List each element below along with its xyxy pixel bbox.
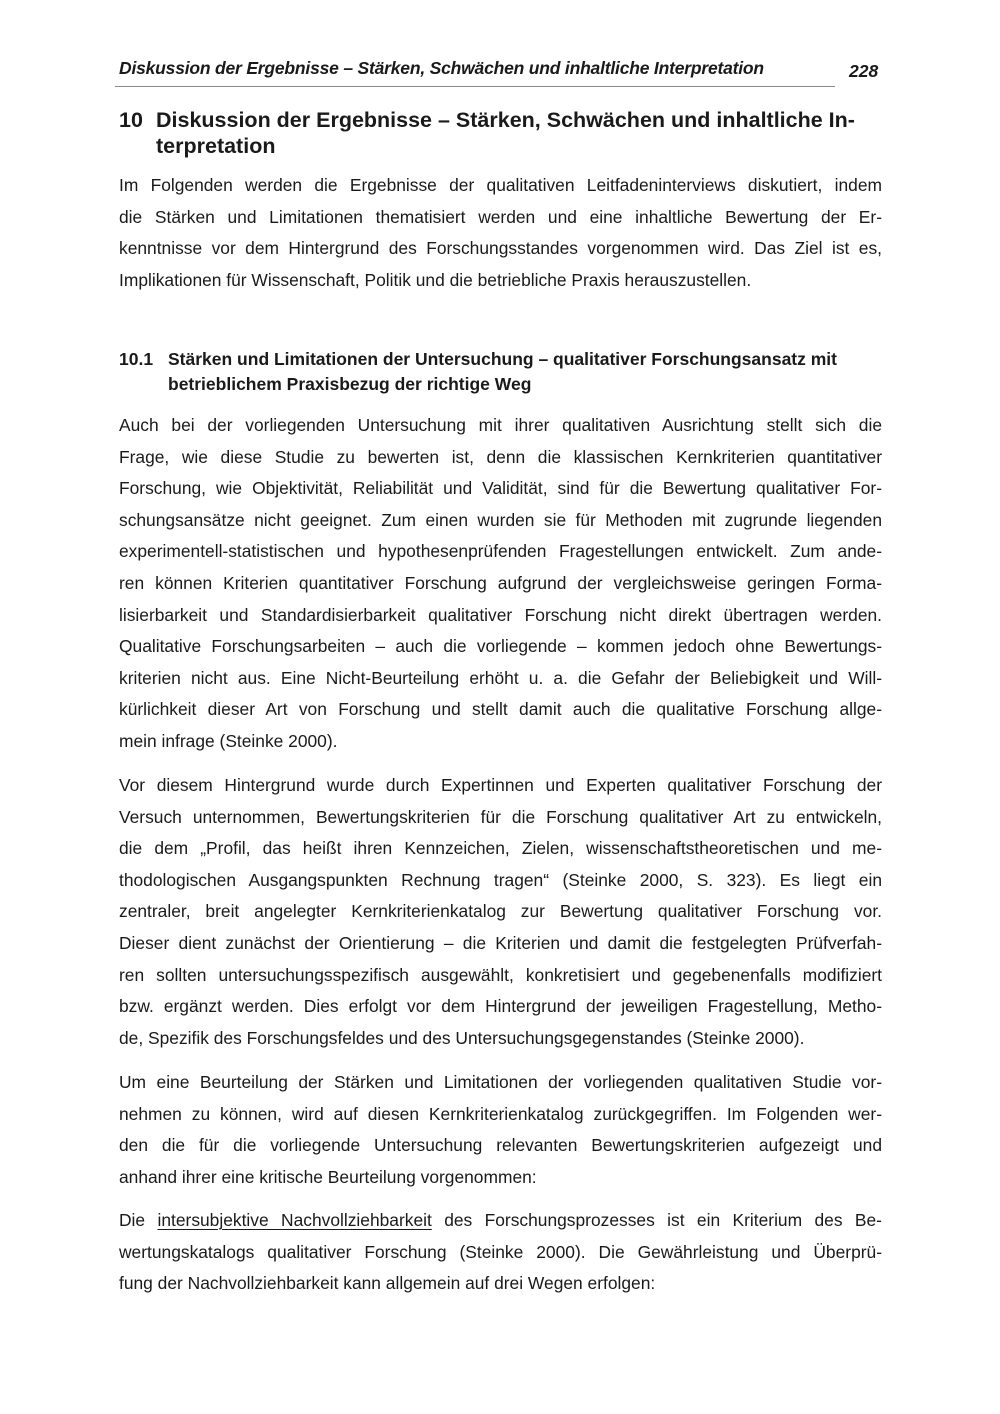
text-line: kürlichkeit dieser Art von Forschung und stellt damit auch die qualitative Forschung allge-: [119, 699, 882, 720]
section-title-line: betrieblichem Praxisbezug der richtige Weg: [168, 374, 532, 394]
text-line: den die für die vorliegende Untersuchung relevanten Bewertungskriterien aufgezeigt und: [119, 1135, 882, 1156]
text-line: die Stärken und Limitationen thematisiert werden und eine inhaltliche Bewertung der Er-: [119, 206, 882, 227]
chapter-title-line: terpretation: [156, 134, 276, 158]
running-header: [119, 58, 889, 88]
text-line: bzw. ergänzt werden. Dies erfolgt vor dem Hintergrund der jeweiligen Fragestellung, Metho-: [119, 996, 882, 1017]
text-line: kriterien nicht aus. Eine Nicht-Beurteilung erhöht u. a. die Gefahr der Beliebigkeit und Will-: [119, 667, 882, 688]
text-line: Vor diesem Hintergrund wurde durch Expertinnen und Experten qualitativer Forschung der: [119, 775, 882, 795]
body-paragraph-3: [119, 1067, 882, 1193]
text-line: fung der Nachvollziehbarkeit kann allgemein auf drei Wegen erfolgen:: [119, 1273, 656, 1294]
section-number: 10.1: [119, 349, 154, 369]
text-line: Forschung, wie Objektivität, Reliabilität und Validität, sind für die Bewertung qualitativer For-: [119, 478, 882, 499]
text-line: die dem „Profil, das heißt ihren Kennzeichen, Zielen, wissenschaftstheoretischen und me-: [119, 838, 882, 859]
chapter-title-line: Diskussion der Ergebnisse – Stärken, Schwächen und inhaltliche In-: [156, 108, 855, 132]
text-line: Dieser dient zunächst der Orientierung – die Kriterien und damit die festgelegten Prüfverfah-: [119, 932, 882, 953]
header-rule: [115, 86, 835, 87]
underlined-term: intersubjektive Nachvollziehbarkeit: [157, 1210, 432, 1230]
text-line: mein infrage (Steinke 2000).: [119, 730, 338, 751]
text-run: des Forschungsprozesses ist ein Kriterium des Be-: [431, 1210, 882, 1230]
section-title-line: Stärken und Limitationen der Untersuchung – qualitativer Forschungsansatz mit: [168, 349, 837, 369]
text-line: Um eine Beurteilung der Stärken und Limitationen der vorliegenden qualitativen Studie vor-: [119, 1072, 882, 1092]
text-line: Frage, wie diese Studie zu bewerten ist, denn die klassischen Kernkriterien quantitativer: [119, 446, 882, 467]
text-run: Die: [119, 1210, 158, 1230]
section-title: [168, 347, 884, 397]
text-line: schungsansätze nicht geeignet. Zum einen wurden sie für Methoden mit zugrunde liegenden: [119, 509, 882, 530]
text-line: anhand ihrer eine kritische Beurteilung vorgenommen:: [119, 1166, 537, 1187]
chapter-number: 10: [119, 108, 143, 132]
chapter-title: [156, 107, 884, 159]
text-line: ren können Kriterien quantitativer Forschung aufgrund der vergleichsweise geringen Forma-: [119, 572, 882, 593]
body-paragraph-2: [119, 770, 882, 1054]
running-header-title: Diskussion der Ergebnisse – Stärken, Schwächen und inhaltliche Interpretation: [119, 58, 764, 78]
text-line: [119, 1205, 882, 1237]
chapter-intro-paragraph: [119, 170, 882, 296]
chapter-heading: [119, 107, 884, 159]
text-line: zentraler, breit angelegter Kernkriterienkatalog zur Bewertung qualitativer Forschung vor.: [119, 901, 882, 922]
text-line: Auch bei der vorliegenden Untersuchung mit ihrer qualitativen Ausrichtung stellt sich die: [119, 415, 882, 435]
text-line: ren sollten untersuchungsspezifisch ausgewählt, konkretisiert und gegebenenfalls modifiziert: [119, 964, 882, 985]
text-line: de, Spezifik des Forschungsfeldes und des Untersuchungsgegenstandes (Steinke 2000).: [119, 1027, 805, 1048]
body-paragraph-4: [119, 1205, 882, 1300]
text-line: Versuch unternommen, Bewertungskriterien für die Forschung qualitativer Art zu entwickeln,: [119, 806, 882, 827]
body-paragraph-1: [119, 410, 882, 758]
text-line: wertungskatalogs qualitativer Forschung (Steinke 2000). Die Gewährleistung und Überprü-: [119, 1241, 882, 1262]
page-number: 228: [849, 61, 879, 81]
section-heading: [119, 347, 884, 397]
text-line: Im Folgenden werden die Ergebnisse der qualitativen Leitfadeninterviews diskutiert, indem: [119, 175, 882, 195]
text-line: experimentell-statistischen und hypothesenprüfenden Fragestellungen entwickelt. Zum ande-: [119, 541, 882, 562]
text-line: nehmen zu können, wird auf diesen Kernkriterienkatalog zurückgegriffen. Im Folgenden wer-: [119, 1103, 882, 1124]
text-line: lisierbarkeit und Standardisierbarkeit qualitativer Forschung nicht direkt übertragen werden.: [119, 604, 882, 625]
text-line: kenntnisse vor dem Hintergrund des Forschungsstandes vorgenommen wird. Das Ziel ist es,: [119, 238, 882, 259]
text-line: Qualitative Forschungsarbeiten – auch die vorliegende – kommen jedoch ohne Bewertungs-: [119, 636, 882, 657]
text-line: Implikationen für Wissenschaft, Politik und die betriebliche Praxis herauszustellen.: [119, 269, 752, 290]
text-line: thodologischen Ausgangspunkten Rechnung tragen“ (Steinke 2000, S. 323). Es liegt ein: [119, 869, 882, 890]
